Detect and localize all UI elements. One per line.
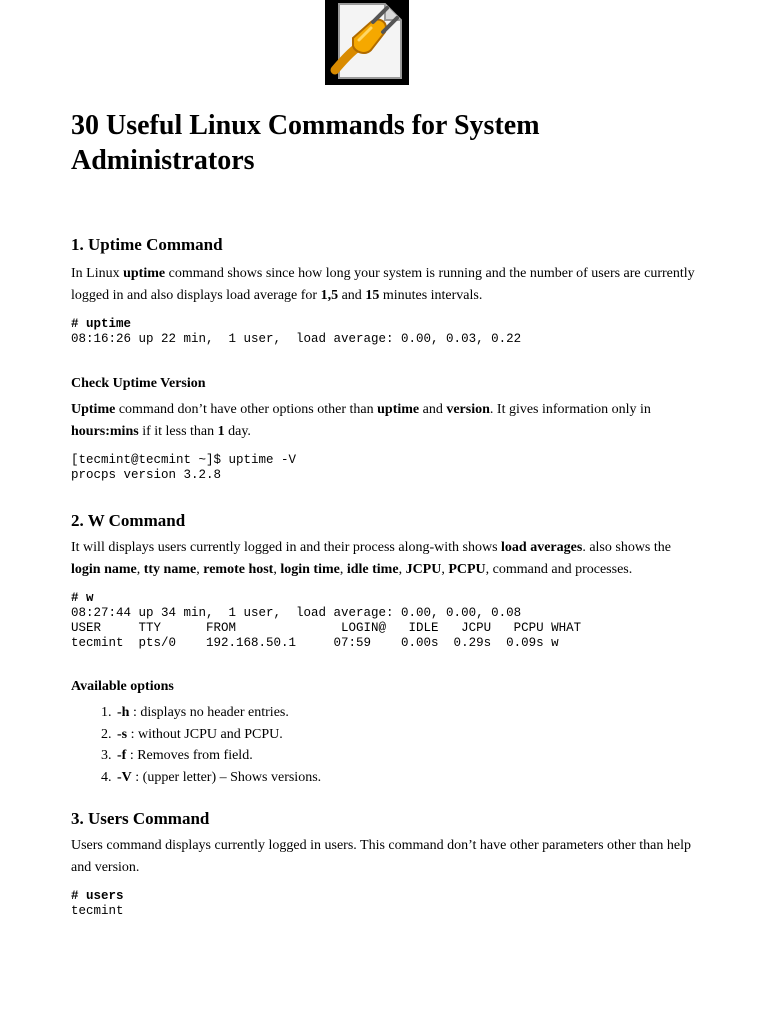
code-command: # w bbox=[71, 591, 94, 605]
code-line: 08:27:44 up 34 min, 1 user, load average: 0.00, 0.00, 0.08 bbox=[71, 606, 522, 620]
list-item: 1. -h : displays no header entries. bbox=[115, 702, 701, 724]
plugin-plug-icon bbox=[325, 0, 409, 85]
sub-heading-check-uptime-version: Check Uptime Version bbox=[71, 376, 206, 391]
code-line: procps version 3.2.8 bbox=[71, 468, 222, 482]
list-item: 3. -f : Removes from field. bbox=[115, 745, 701, 767]
code-output: 08:16:26 up 22 min, 1 user, load average: 0.00, 0.03, 0.22 bbox=[71, 332, 522, 346]
uptime-description: In Linux uptime command shows since how long your system is running and the number of users are currently logged in and also displays load average for 1,5 and 15 minutes intervals. bbox=[71, 266, 695, 303]
list-item: 4. -V : (upper letter) – Shows versions. bbox=[115, 767, 701, 789]
article bbox=[71, 108, 701, 919]
section-heading-users: 3. Users Command bbox=[71, 809, 210, 828]
uptime-code-block bbox=[71, 317, 701, 347]
page-title: 30 Useful Linux Commands for System Administrators bbox=[71, 110, 540, 176]
code-line: USER TTY FROM LOGIN@ IDLE JCPU PCPU WHAT bbox=[71, 621, 582, 635]
w-description: It will displays users currently logged in and their process along-with shows load averages. also shows the login name, tty name, remote host, login time, idle time, JCPU, PCPU, command and processes. bbox=[71, 540, 671, 577]
sub-heading-available-options: Available options bbox=[71, 679, 174, 694]
list-item: 2. -s : without JCPU and PCPU. bbox=[115, 724, 701, 746]
code-command: # users bbox=[71, 889, 124, 903]
code-command: # uptime bbox=[71, 317, 132, 331]
code-line: [tecmint@tecmint ~]$ uptime -V bbox=[71, 453, 297, 467]
uptime-version-code-block bbox=[71, 453, 701, 483]
section-heading-w: 2. W Command bbox=[71, 511, 186, 530]
uptime-version-description: Uptime command don’t have other options other than uptime and version. It gives information only in hours:mins if it less than 1 day. bbox=[71, 402, 651, 439]
code-line: tecmint pts/0 192.168.50.1 07:59 0.00s 0.29s 0.09s w bbox=[71, 636, 559, 650]
code-output: tecmint bbox=[71, 904, 124, 918]
users-code-block bbox=[71, 889, 701, 919]
users-description: Users command displays currently logged in users. This command don’t have other parameters other than help and version. bbox=[71, 838, 691, 875]
section-heading-uptime: 1. Uptime Command bbox=[71, 235, 223, 254]
options-list bbox=[71, 702, 701, 788]
w-code-block bbox=[71, 591, 701, 651]
